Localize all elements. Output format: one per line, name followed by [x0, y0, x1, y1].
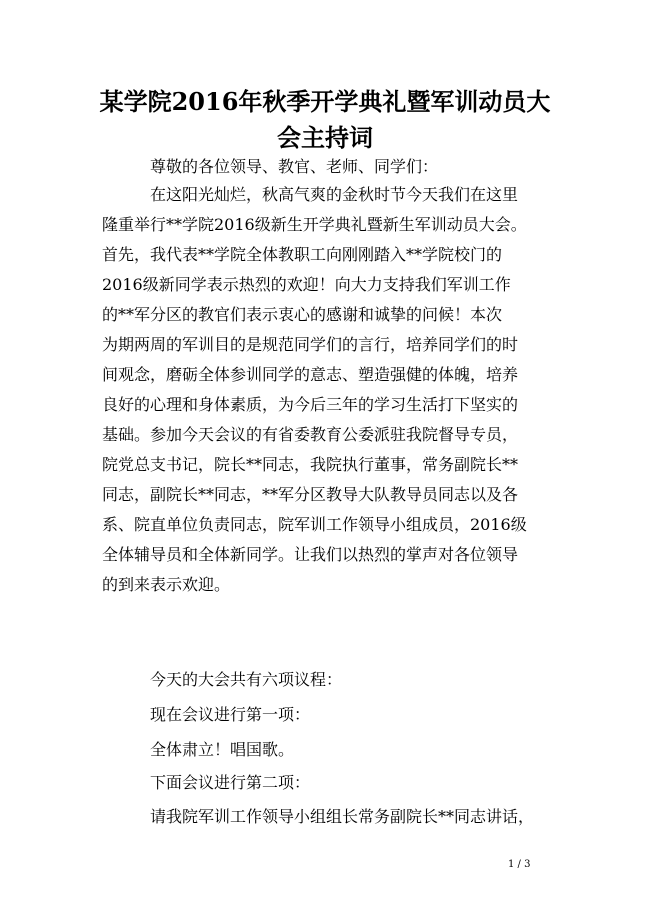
greeting-text: 尊敬的各位领导、教官、老师、同学们：	[150, 157, 439, 176]
agenda-item2-content-text: 请我院军训工作领导小组组长常务副院长**同志讲话，	[150, 807, 535, 826]
agenda-intro	[150, 665, 610, 695]
opening-paragraph	[102, 180, 562, 600]
paragraph-line: 同志，副院长**同志，**军分区教导大队教导员同志以及各	[102, 485, 519, 504]
paragraph-line: 院党总支书记，院长**同志，我院执行董事，常务副院长**	[102, 455, 519, 474]
paragraph-line: 首先，我代表**学院全体教职工向刚刚踏入**学院校门的	[102, 245, 503, 264]
paragraph-line: 良好的心理和身体素质，为今后三年的学习生活打下坚实的	[102, 395, 519, 414]
paragraph-line: 隆重举行**学院2016级新生开学典礼暨新生军训动员大会。	[102, 215, 527, 234]
page-number: 1 / 3	[508, 859, 531, 870]
agenda-item1-heading-text: 现在会议进行第一项：	[150, 705, 311, 724]
paragraph-line: 2016级新同学表示热烈的欢迎！向大力支持我们军训工作	[102, 275, 511, 294]
paragraph-line: 系、院直单位负责同志，院军训工作领导小组成员，2016级	[102, 515, 527, 534]
paragraph-line: 全体辅导员和全体新同学。让我们以热烈的掌声对各位领导	[102, 545, 519, 564]
agenda-item2-heading-text: 下面会议进行第二项：	[150, 773, 311, 792]
paragraph-line: 基础。参加今天会议的有省委教育公委派驻我院督导专员，	[102, 425, 519, 444]
document-title-line2: 会主持词	[277, 123, 373, 152]
agenda-item2-content	[150, 802, 610, 832]
agenda-item1-content	[150, 735, 610, 765]
agenda-intro-text: 今天的大会共有六项议程：	[150, 670, 343, 689]
document-title-line1: 某学院2016年秋季开学典礼暨军训动员大	[99, 87, 551, 116]
paragraph-line: 为期两周的军训目的是规范同学们的言行，培养同学们的时	[102, 335, 519, 354]
paragraph-line: 间观念，磨砺全体参训同学的意志、塑造强健的体魄，培养	[102, 365, 519, 384]
agenda-item1-heading	[150, 700, 610, 730]
agenda-item1-content-text: 全体肃立！唱国歌。	[150, 740, 295, 759]
agenda-item2-heading	[150, 768, 610, 798]
paragraph-line: 在这阳光灿烂，秋高气爽的金秋时节今天我们在这里	[150, 185, 519, 204]
paragraph-line: 的**军分区的教官们表示衷心的感谢和诚挚的问候！本次	[102, 305, 503, 324]
greeting	[150, 152, 610, 182]
paragraph-line: 的到来表示欢迎。	[102, 575, 231, 594]
